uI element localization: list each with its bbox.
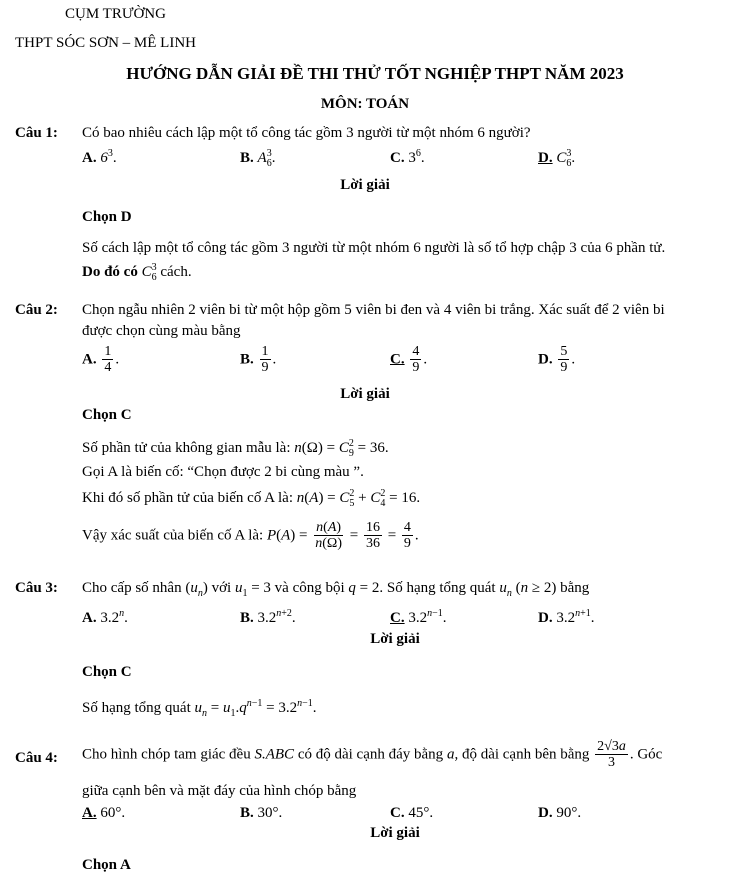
q2-option-c: C. $\frac{4}{9}$ . xyxy=(390,344,428,376)
q1-option-a: A. $6^3$. xyxy=(82,148,117,166)
q4-option-b: B. 30°. xyxy=(240,805,283,821)
q1-solution-title: Lời giải xyxy=(340,177,390,193)
page-title: HƯỚNG DẪN GIẢI ĐỀ THI THỬ TỐT NGHIỆP THPT NĂM 2023 xyxy=(126,64,624,83)
q2-option-a: A. $\frac{1}{4}$ . xyxy=(82,344,120,376)
q1-choice: Chọn D xyxy=(82,209,132,225)
q1-label: Câu 1: xyxy=(15,125,58,141)
q2-solution-line4: Vậy xác suất của biến cố A là: P(A) = $\frac{n(A)}{n(\Omega)}$ = $\frac{16}{36}$ = $\frac{4}{9}$ . xyxy=(82,520,419,552)
q3-option-b: B. $3.2^{n+2}$. xyxy=(240,608,296,626)
q2-solution-title: Lời giải xyxy=(340,386,390,402)
q2-solution-line3: Khi đó số phần tử của biến cố A là: $n(A) = C_5^2 + C_4^2 = 16$. xyxy=(82,488,421,509)
q2-text-line1: Chọn ngẫu nhiên 2 viên bi từ một hộp gồm 5 viên bi đen và 4 viên bi trắng. Xác suất để 2 viên bi xyxy=(82,302,665,318)
q4-option-c: C. 45°. xyxy=(390,805,434,821)
q4-choice: Chọn A xyxy=(82,857,131,873)
header-school: THPT SÓC SƠN – MÊ LINH xyxy=(15,35,196,51)
subject: MÔN: TOÁN xyxy=(320,96,410,112)
q1-option-c: C. $3^6$. xyxy=(390,148,425,166)
q1-option-b: B. $A_6^3$. xyxy=(240,148,276,169)
q2-choice: Chọn C xyxy=(82,407,132,423)
q2-option-b: B. $\frac{1}{9}$ . xyxy=(240,344,277,376)
q3-text: Cho cấp số nhân $(u_n)$ với $u_1 = 3$ và công bội q = 2. Số hạng tổng quát $u_n$ (n ≥ 2) bằng xyxy=(82,580,590,599)
q4-option-d: D. 90°. xyxy=(538,805,582,821)
header-cluster: CỤM TRƯỜNG xyxy=(65,6,166,22)
q2-text-line2: được chọn cùng màu bằng xyxy=(82,323,241,339)
q2-solution-line2: Gọi A là biến cố: “Chọn được 2 bi cùng màu ”. xyxy=(82,464,364,480)
q2-label: Câu 2: xyxy=(15,302,58,318)
q3-option-d: D. $3.2^{n+1}$. xyxy=(538,608,595,626)
q1-option-d: D. $C_6^3$. xyxy=(538,148,576,169)
q4-text-line2: giữa cạnh bên và mặt đáy của hình chóp bằng xyxy=(82,783,357,799)
q3-label: Câu 3: xyxy=(15,580,58,596)
q1-solution-line2: Do đó có $C_6^3$ cách. xyxy=(82,262,192,283)
q3-option-c: C. $3.2^{n-1}$. xyxy=(390,608,447,626)
q4-option-a: A. 60°. xyxy=(82,805,126,821)
q4-solution-title: Lời giải xyxy=(370,825,420,841)
q1-text: Có bao nhiêu cách lập một tổ công tác gồm 3 người từ một nhóm 6 người? xyxy=(82,125,531,141)
q3-solution-line1: Số hạng tổng quát $u_n = u_1.q^{n-1} = 3.2^{n-1}$. xyxy=(82,698,317,719)
q4-label: Câu 4: xyxy=(15,750,58,766)
q2-solution-line1: Số phần tử của không gian mẫu là: $n(\Omega) = C_9^2 = 36$. xyxy=(82,438,389,459)
q4-text-line1: Cho hình chóp tam giác đều S.ABC có độ dài cạnh đáy bằng a, độ dài cạnh bên bằng $\frac{2√3a}{3}$ . Góc xyxy=(82,739,663,771)
q1-solution-line1: Số cách lập một tổ công tác gồm 3 người từ một nhóm 6 người là số tổ hợp chập 3 của 6 phần tử. xyxy=(82,240,666,256)
q3-option-a: A. 3.2$^n$. xyxy=(82,608,128,626)
q3-choice: Chọn C xyxy=(82,664,132,680)
q3-solution-title: Lời giải xyxy=(370,631,420,647)
q2-option-d: D. $\frac{5}{9}$ . xyxy=(538,344,576,376)
